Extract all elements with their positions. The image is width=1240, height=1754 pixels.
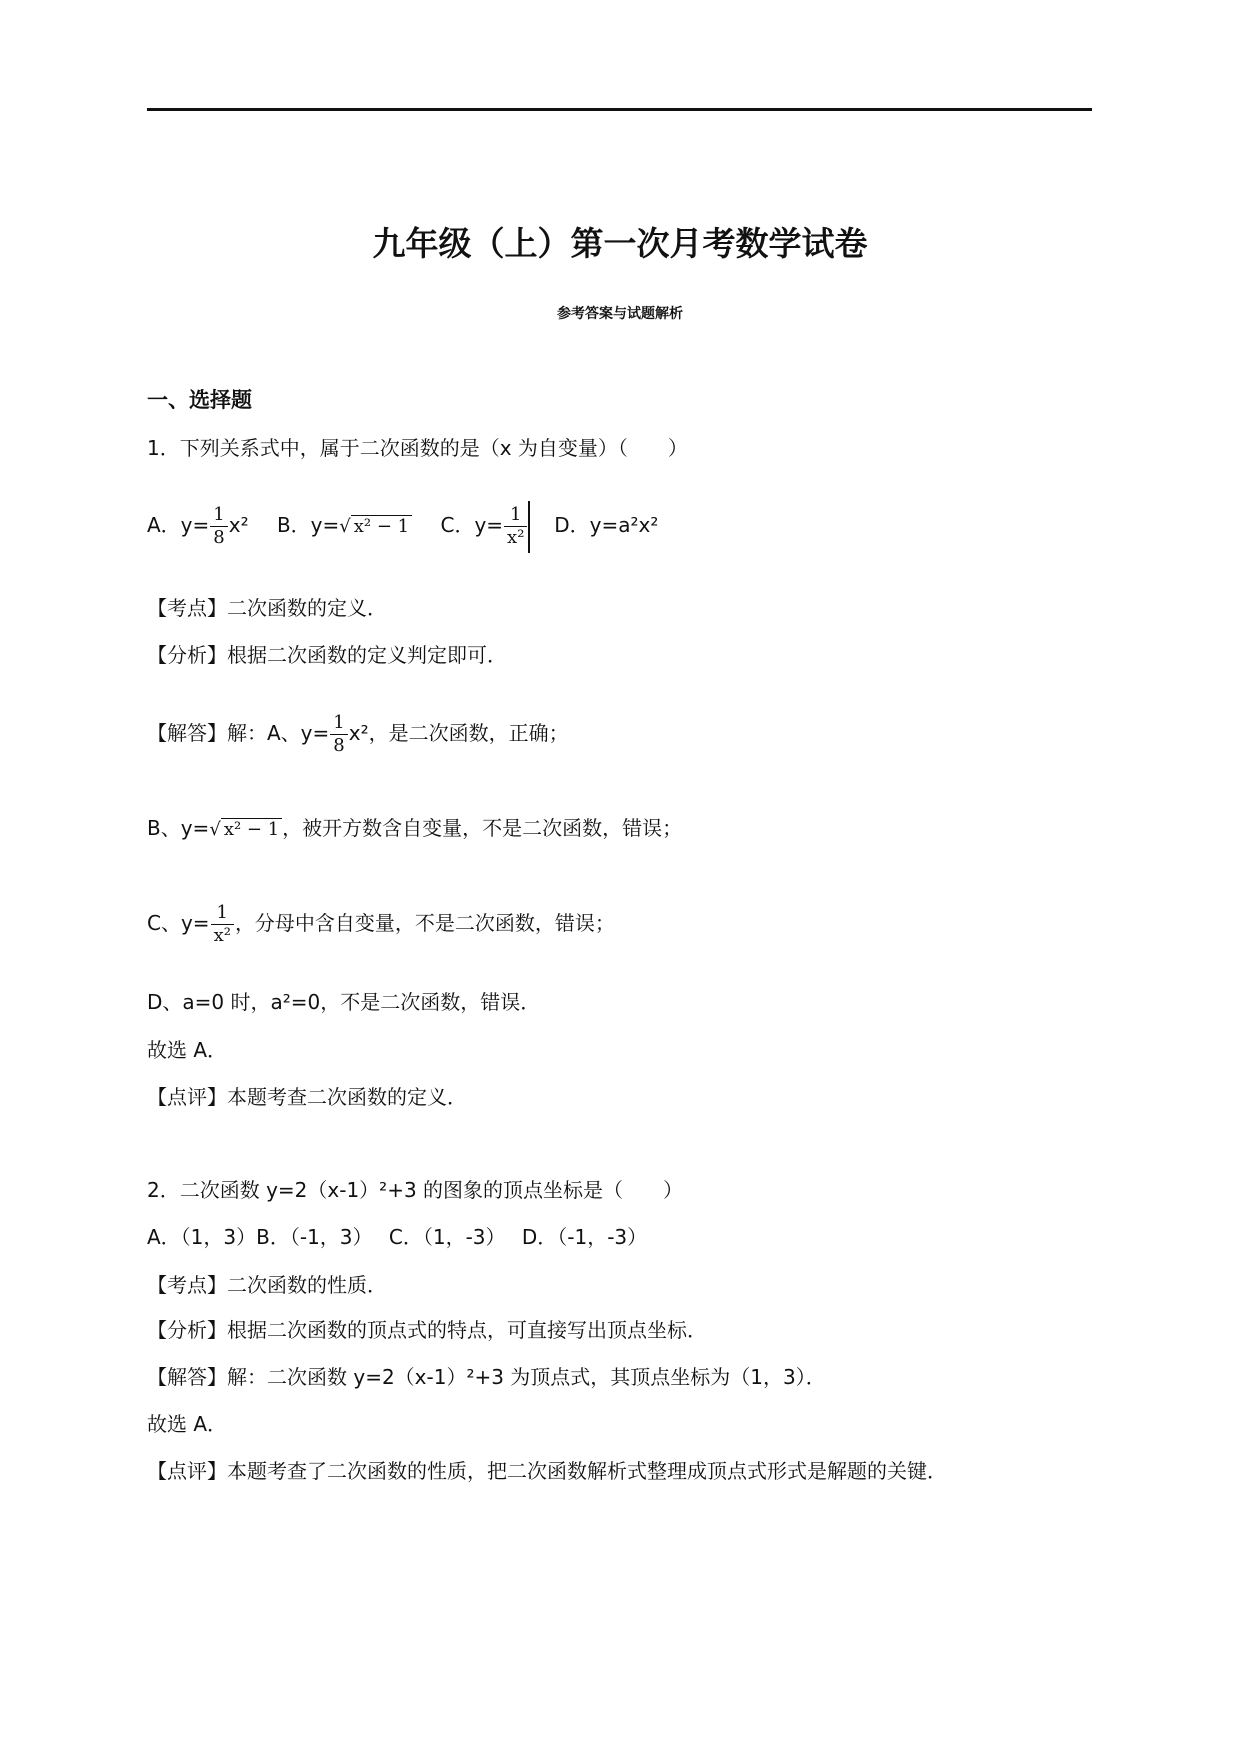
q2-options: A．（1，3）B．（-1，3） C．（1，-3） D．（-1，-3） bbox=[147, 1225, 648, 1249]
fraction bbox=[330, 712, 347, 757]
q1-jieda-d: D、a=0 时，a²=0，不是二次函数，错误． bbox=[147, 990, 541, 1014]
q1-kaodian: 【考点】二次函数的定义． bbox=[147, 596, 387, 620]
c-prefix: C、y= bbox=[147, 911, 210, 935]
q1-option-a bbox=[147, 504, 249, 548]
denominator: x² bbox=[213, 925, 231, 946]
q2-kaodian: 【考点】二次函数的性质． bbox=[147, 1273, 387, 1297]
option-a-prefix: A．y= bbox=[147, 513, 210, 537]
b-prefix: B、y= bbox=[147, 816, 210, 840]
q2-dianping: 【点评】本题考查了二次函数的性质，把二次函数解析式整理成顶点式形式是解题的关键． bbox=[147, 1459, 947, 1483]
q1-jieda-c bbox=[147, 898, 615, 948]
fraction bbox=[504, 504, 527, 549]
q1-option-c bbox=[440, 504, 547, 548]
q2-answer: 故选 A． bbox=[147, 1412, 228, 1436]
section-heading: 一、选择题 bbox=[147, 388, 252, 412]
page-title: 九年级（上）第一次月考数学试卷 bbox=[372, 224, 868, 263]
q1-jieda bbox=[147, 708, 569, 758]
option-a-suffix: x² bbox=[228, 513, 249, 537]
numerator: 1 bbox=[210, 504, 227, 527]
q1-option-d: D．y=a²x² bbox=[554, 513, 659, 537]
sqrt: √ x² − 1 bbox=[209, 818, 282, 840]
q1-option-b bbox=[277, 513, 412, 537]
q2-stem: 2．二次函数 y=2（x-1）²+3 的图象的顶点坐标是（ ） bbox=[147, 1178, 684, 1202]
denominator: x² bbox=[507, 527, 525, 548]
option-c-prefix: C．y= bbox=[440, 513, 504, 537]
q1-options bbox=[147, 500, 658, 553]
radicand: x² − 1 bbox=[221, 818, 282, 840]
option-b-prefix: B．y= bbox=[276, 513, 340, 537]
q1-stem: 1．下列关系式中，属于二次函数的是（x 为自变量）（ ） bbox=[147, 436, 688, 460]
q1-answer: 故选 A． bbox=[147, 1038, 228, 1062]
q1-fenxi: 【分析】根据二次函数的定义判定即可． bbox=[147, 643, 507, 667]
fraction bbox=[210, 504, 227, 549]
radicand: x² − 1 bbox=[351, 515, 412, 537]
sqrt: √ x² − 1 bbox=[339, 515, 412, 537]
fraction bbox=[211, 902, 234, 947]
numerator: 1 bbox=[330, 712, 347, 735]
page-subtitle: 参考答案与试题解析 bbox=[557, 306, 683, 322]
denominator: 8 bbox=[333, 735, 345, 756]
q2-jieda: 【解答】解：二次函数 y=2（x-1）²+3 为顶点式，其顶点坐标为（1，3）． bbox=[147, 1365, 826, 1389]
q2-fenxi: 【分析】根据二次函数的顶点式的特点，可直接写出顶点坐标． bbox=[147, 1318, 707, 1342]
b-suffix: ，被开方数含自变量，不是二次函数，错误； bbox=[282, 816, 683, 840]
numerator: 1 bbox=[211, 902, 234, 925]
header-rule bbox=[147, 108, 1092, 111]
denominator: 8 bbox=[213, 527, 225, 548]
jieda-suffix: x²，是二次函数，正确； bbox=[348, 721, 569, 745]
numerator: 1 bbox=[504, 504, 527, 527]
q1-jieda-b bbox=[147, 814, 682, 844]
c-suffix: ，分母中含自变量，不是二次函数，错误； bbox=[234, 911, 615, 935]
jieda-prefix: 【解答】解：A、y= bbox=[147, 721, 330, 745]
q1-dianping: 【点评】本题考查二次函数的定义． bbox=[147, 1085, 467, 1109]
